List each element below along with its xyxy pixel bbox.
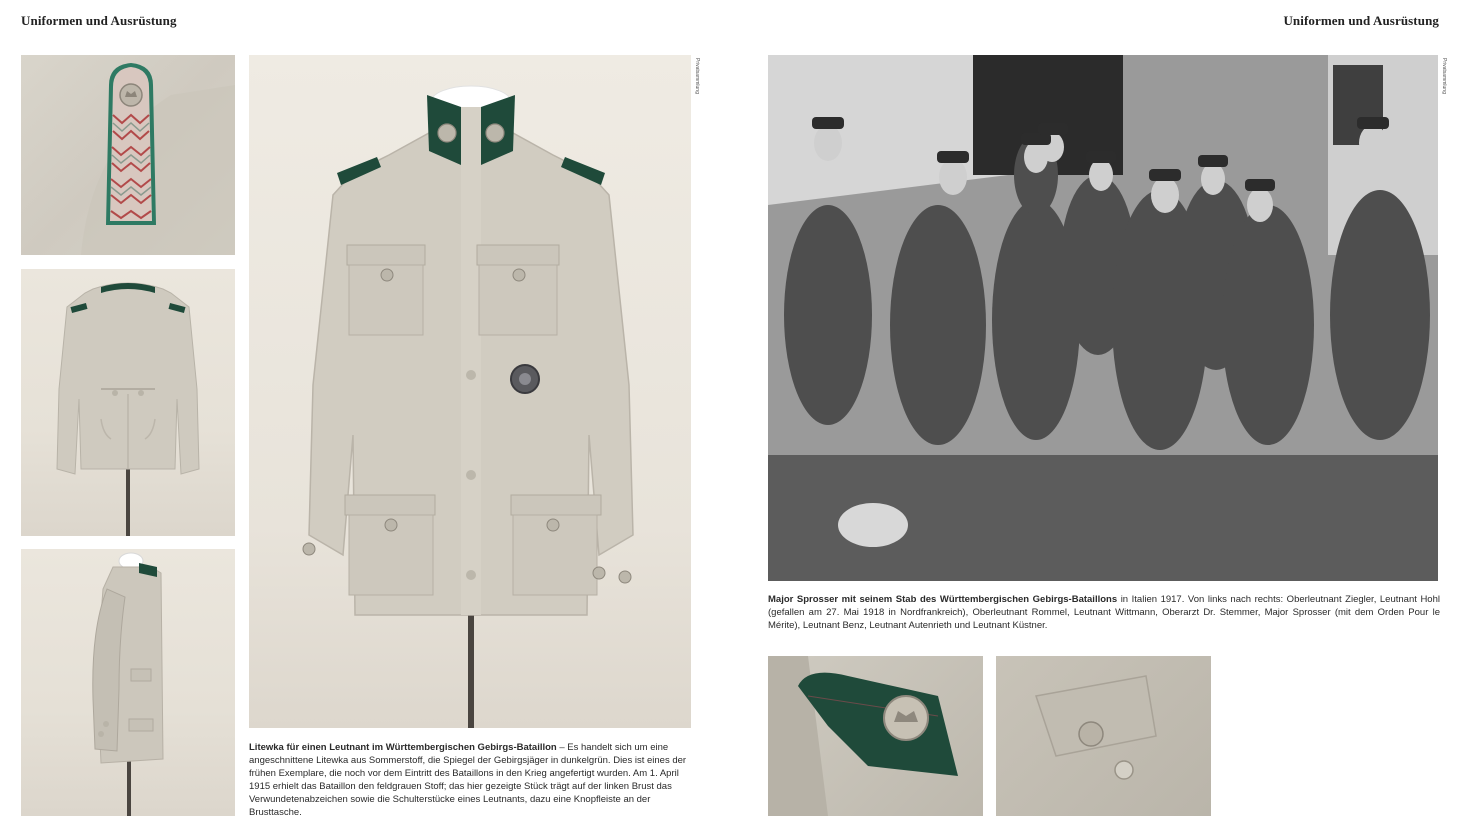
photo-credit-left: Privatsammlung [694,58,700,94]
running-head-right: Uniformen und Ausrüstung [1283,13,1439,28]
caption-right [768,593,1440,632]
caption-left-text: – Es handelt sich um eine angeschnittene Litewka aus Sommerstoff, die Spiegel der Gebirgsjäger in dunkelgrün. Dies ist eines der frühen Exemplare, die noch vor dem Eintritt des Bataillons in den Krieg angefertigt wurden. Am 1. April 1915 erhielt das Bataillon den feldgrauen Stoff; das hier gezeigte Stück trägt auf der linken Brust das Verwundetenabzeichen sowie die Schulterstücke eines Leutnants, dazu eine Knopfleiste an der Brusttasche. [249,742,687,818]
shoulder-strap-detail-photo [21,55,235,255]
tunic-side-photo [21,549,235,816]
caption-right-title: Major Sprosser mit seinem Stab des Württembergischen Gebirgs-Bataillons [768,594,1118,605]
collar-button-detail-photo [768,656,983,816]
photo-credit-right: Privatsammlung [1441,58,1447,94]
running-head-left: Uniformen und Ausrüstung [21,13,177,28]
pocket-flap-detail-photo [996,656,1211,816]
historical-group-photo [768,55,1438,581]
caption-right-text: in Italien 1917. Von links nach rechts: Oberleutnant Ziegler, Leutnant Hohl (gefallen am 27. Mai 1918 in Nordfrankreich), Oberleutnant Rommel, Leutnant Wittmann, Oberarzt Dr. Stemmer, Major Sprosser (mit dem Orden Pour le Mérite), Leutnant Benz, Leutnant Autenrieth und Leutnant Küstner. [768,594,1440,631]
tunic-front-photo [249,55,691,728]
tunic-back-photo [21,269,235,536]
caption-left-title: Litewka für einen Leutnant im Württembergischen Gebirgs-Bataillon [249,742,557,753]
caption-left [249,741,693,819]
